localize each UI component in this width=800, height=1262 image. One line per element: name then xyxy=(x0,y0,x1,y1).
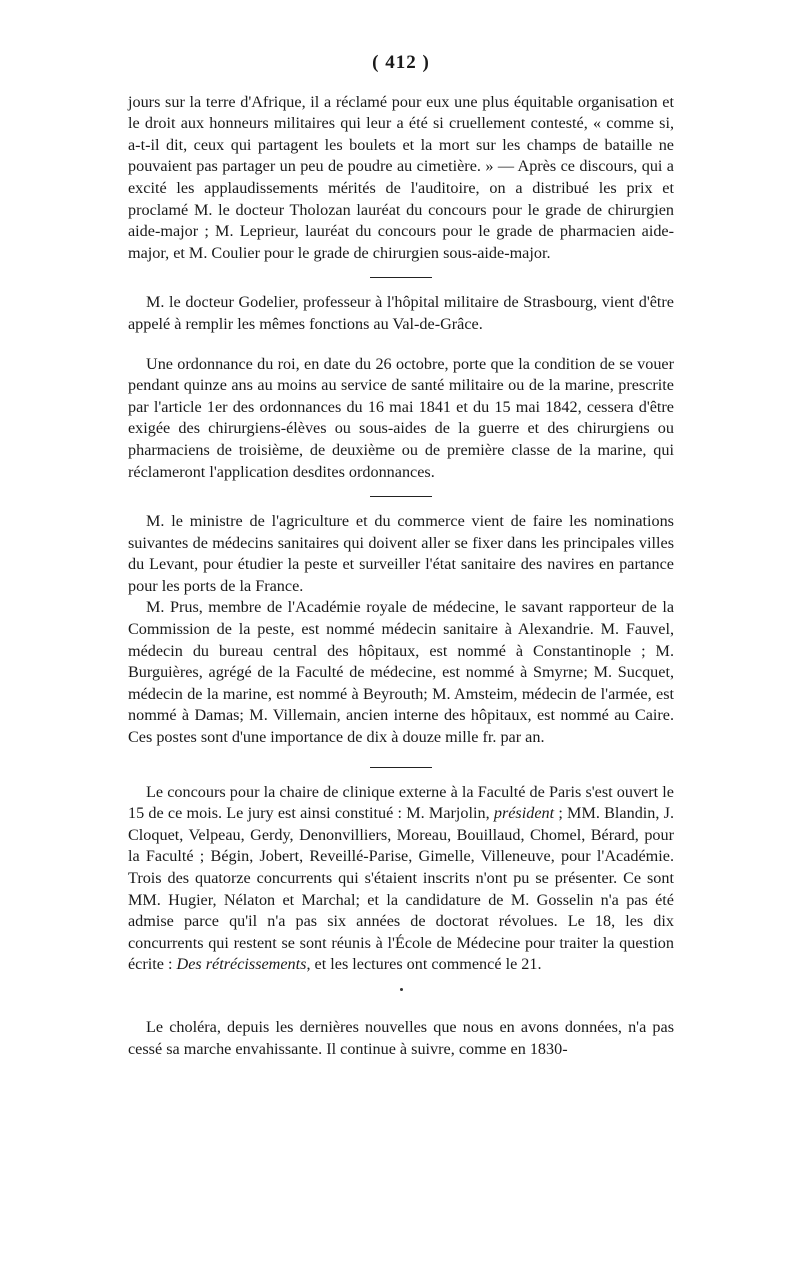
section-gap xyxy=(128,336,674,354)
concours-question: Des rétrécissements xyxy=(176,955,307,974)
paragraph-godelier: M. le docteur Godelier, professeur à l'hôpital militaire de Strasbourg, vient d'être appelé à remplir les mêmes fonctions au Val-de-Grâce. xyxy=(128,293,674,333)
concours-president: président xyxy=(493,804,555,823)
section-divider xyxy=(370,277,432,278)
document-page xyxy=(128,52,674,1060)
paragraph-concours xyxy=(128,782,674,976)
section-divider xyxy=(370,496,432,497)
section-dot xyxy=(400,988,403,991)
paragraph-prus: M. Prus, membre de l'Académie royale de médecine, le savant rapporteur de la Commission de la peste, est nommé médecin sanitaire à Alexandrie. M. Fauvel, médecin du bureau central des hôpitaux, est nommé à Constantinople ; M. Burguières, agrégé de la Faculté de médecine, est nommé à Smyrne; M. Sucquet, médecin de la marine, est nommé à Beyrouth; M. Amsteim, médecin de l'armée, est nommé à Damas; M. Villemain, ancien interne des hôpitaux, est nommé au Caire. Ces postes sont d'une importance de dix à douze mille fr. par an. xyxy=(128,598,674,747)
paragraph-cholera: Le choléra, depuis les dernières nouvelles que nous en avons données, n'a pas cessé sa marche envahissante. Il continue à suivre, comme en 1830- xyxy=(128,1017,674,1058)
concours-text-3: , et les lectures ont commencé le 21. xyxy=(306,955,542,974)
concours-text-1: Le concours pour la chaire de clinique externe à la Faculté de Paris s'est ouvert le 15 de ce mois. Le jury est ainsi constitué : M. Marjolin, xyxy=(128,782,674,823)
page-number: ( 412 ) xyxy=(372,52,430,73)
paragraph-cimetiere: jours sur la terre d'Afrique, il a réclamé pour eux une plus équitable organisation et le droit aux honneurs militaires qui leur a été si cruellement contesté, « comme si, a-t-il dit, ceux qui partagent les boulets et la mort sur les champs de bataille ne pouvaient pas partager un peu de poudre au cimetière. » — Après ce discours, qui a excité les applaudissements mérités de l'auditoire, on a distribué les prix et proclamé M. le docteur Tholozan lauréat du concours pour le grade de chirurgien aide-major ; M. Leprieur, lauréat du concours pour le grade de pharmacien aide-major, et M. Coulier pour le grade de chirurgien sous-aide-major. xyxy=(128,92,674,262)
paragraph-ordonnance: Une ordonnance du roi, en date du 26 octobre, porte que la condition de se vouer pendant quinze ans au moins au service de santé militaire ou de la marine, prescrite par l'article 1er des ordonnances du 16 mai 1841 et du 15 mai 1842, cessera d'être exigée des chirurgiens-élèves ou sous-aides de la guerre et des chirurgiens ou pharmaciens de troisième, de deuxième ou de première classe de la marine, qui réclameront l'application desdites ordonnances. xyxy=(128,354,674,481)
section-divider xyxy=(370,767,432,768)
paragraph-ministre: M. le ministre de l'agriculture et du commerce vient de faire les nominations suivantes de médecins sanitaires qui doivent aller se fixer dans les principales villes du Levant, pour étudier la peste et surveiller l'état sanitaire des navires en partance pour les ports de la France. xyxy=(128,512,674,595)
concours-text-2: ; MM. Blandin, J. Cloquet, Velpeau, Gerdy, Denonvilliers, Moreau, Bouillaud, Chomel, Bérard, pour la Faculté ; Bégin, Jobert, Reveillé-Parise, Gimelle, Villeneuve, pour l'Académie. Trois des quatorze concurrents qui s'étaient inscrits n'ont pu se présenter. Ce sont MM. Hugier, Nélaton et Marchal; et la candidature de M. Gosselin n'a pas été admise parce qu'il n'a pas six années de doctorat révolues. Le 18, les dix concurrents qui restent se sont réunis à l'École de Médecine pour traiter la question écrite : xyxy=(128,804,674,974)
